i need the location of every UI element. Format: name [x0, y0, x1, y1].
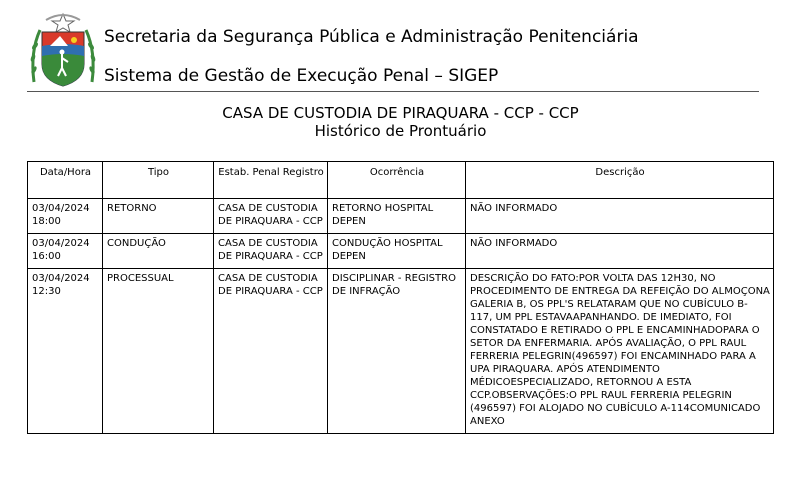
cell-tipo: PROCESSUAL: [103, 269, 214, 434]
history-table: [27, 161, 774, 434]
table-row: [28, 234, 774, 269]
header-divider: [27, 91, 759, 92]
column-header-data-hora: Data/Hora: [28, 162, 103, 199]
cell-ocorrencia: CONDUÇÃO HOSPITAL DEPEN: [328, 234, 466, 269]
cell-estab: CASA DE CUSTODIA DE PIRAQUARA - CCP: [214, 199, 328, 234]
column-header-ocorrencia: Ocorrência: [328, 162, 466, 199]
cell-estab: CASA DE CUSTODIA DE PIRAQUARA - CCP: [214, 234, 328, 269]
table-row: [28, 199, 774, 234]
system-title: Sistema de Gestão de Execução Penal – SIGEP: [104, 66, 499, 86]
column-header-tipo: Tipo: [103, 162, 214, 199]
cell-data-hora: 03/04/2024 12:30: [28, 269, 103, 434]
cell-descricao: NÃO INFORMADO: [466, 234, 774, 269]
column-header-descricao: Descrição: [466, 162, 774, 199]
cell-estab: CASA DE CUSTODIA DE PIRAQUARA - CCP: [214, 269, 328, 434]
cell-ocorrencia: DISCIPLINAR - REGISTRO DE INFRAÇÃO: [328, 269, 466, 434]
table-header-row: [28, 162, 774, 199]
column-header-estab: Estab. Penal Registro: [214, 162, 328, 199]
cell-ocorrencia: RETORNO HOSPITAL DEPEN: [328, 199, 466, 234]
page-title: Histórico de Prontuário: [314, 122, 487, 140]
cell-tipo: RETORNO: [103, 199, 214, 234]
table-row: [28, 269, 774, 434]
parana-coat-of-arms-icon: [28, 12, 98, 90]
cell-data-hora: 03/04/2024 16:00: [28, 234, 103, 269]
cell-descricao: DESCRIÇÃO DO FATO:POR VOLTA DAS 12H30, NO PROCEDIMENTO DE ENTREGA DA REFEIÇÃO DO ALMOÇONA GALERIA B, OS PPL'S RELATARAM QUE NO CUBÍCULO B-117, UM PPL ESTAVAAPANHANDO. DE IMEDIATO, FOI CONSTATADO E RETIRADO O PPL E ENCAMINHADOPARA O SETOR DA ENFERMARIA. APÓS AVALIAÇÃO, O PPL RAUL FERRERIA PELEGRIN(496597) FOI ENCAMINHADO PARA A UPA PIRAQUARA. APÓS ATENDIMENTO MÉDICOESPECIALIZADO, RETORNOU A ESTA CCP.OBSERVAÇÕES:O PPL RAUL FERRERIA PELEGRIN (496597) FOI ALOJADO NO CUBÍCULO A-114COMUNICADO ANEXO: [466, 269, 774, 434]
cell-descricao: NÃO INFORMADO: [466, 199, 774, 234]
org-title: Secretaria da Segurança Pública e Administração Penitenciária: [104, 27, 639, 47]
unit-name: CASA DE CUSTODIA DE PIRAQUARA - CCP - CCP: [222, 104, 579, 122]
cell-data-hora: 03/04/2024 18:00: [28, 199, 103, 234]
report-header: [0, 0, 801, 92]
cell-tipo: CONDUÇÃO: [103, 234, 214, 269]
